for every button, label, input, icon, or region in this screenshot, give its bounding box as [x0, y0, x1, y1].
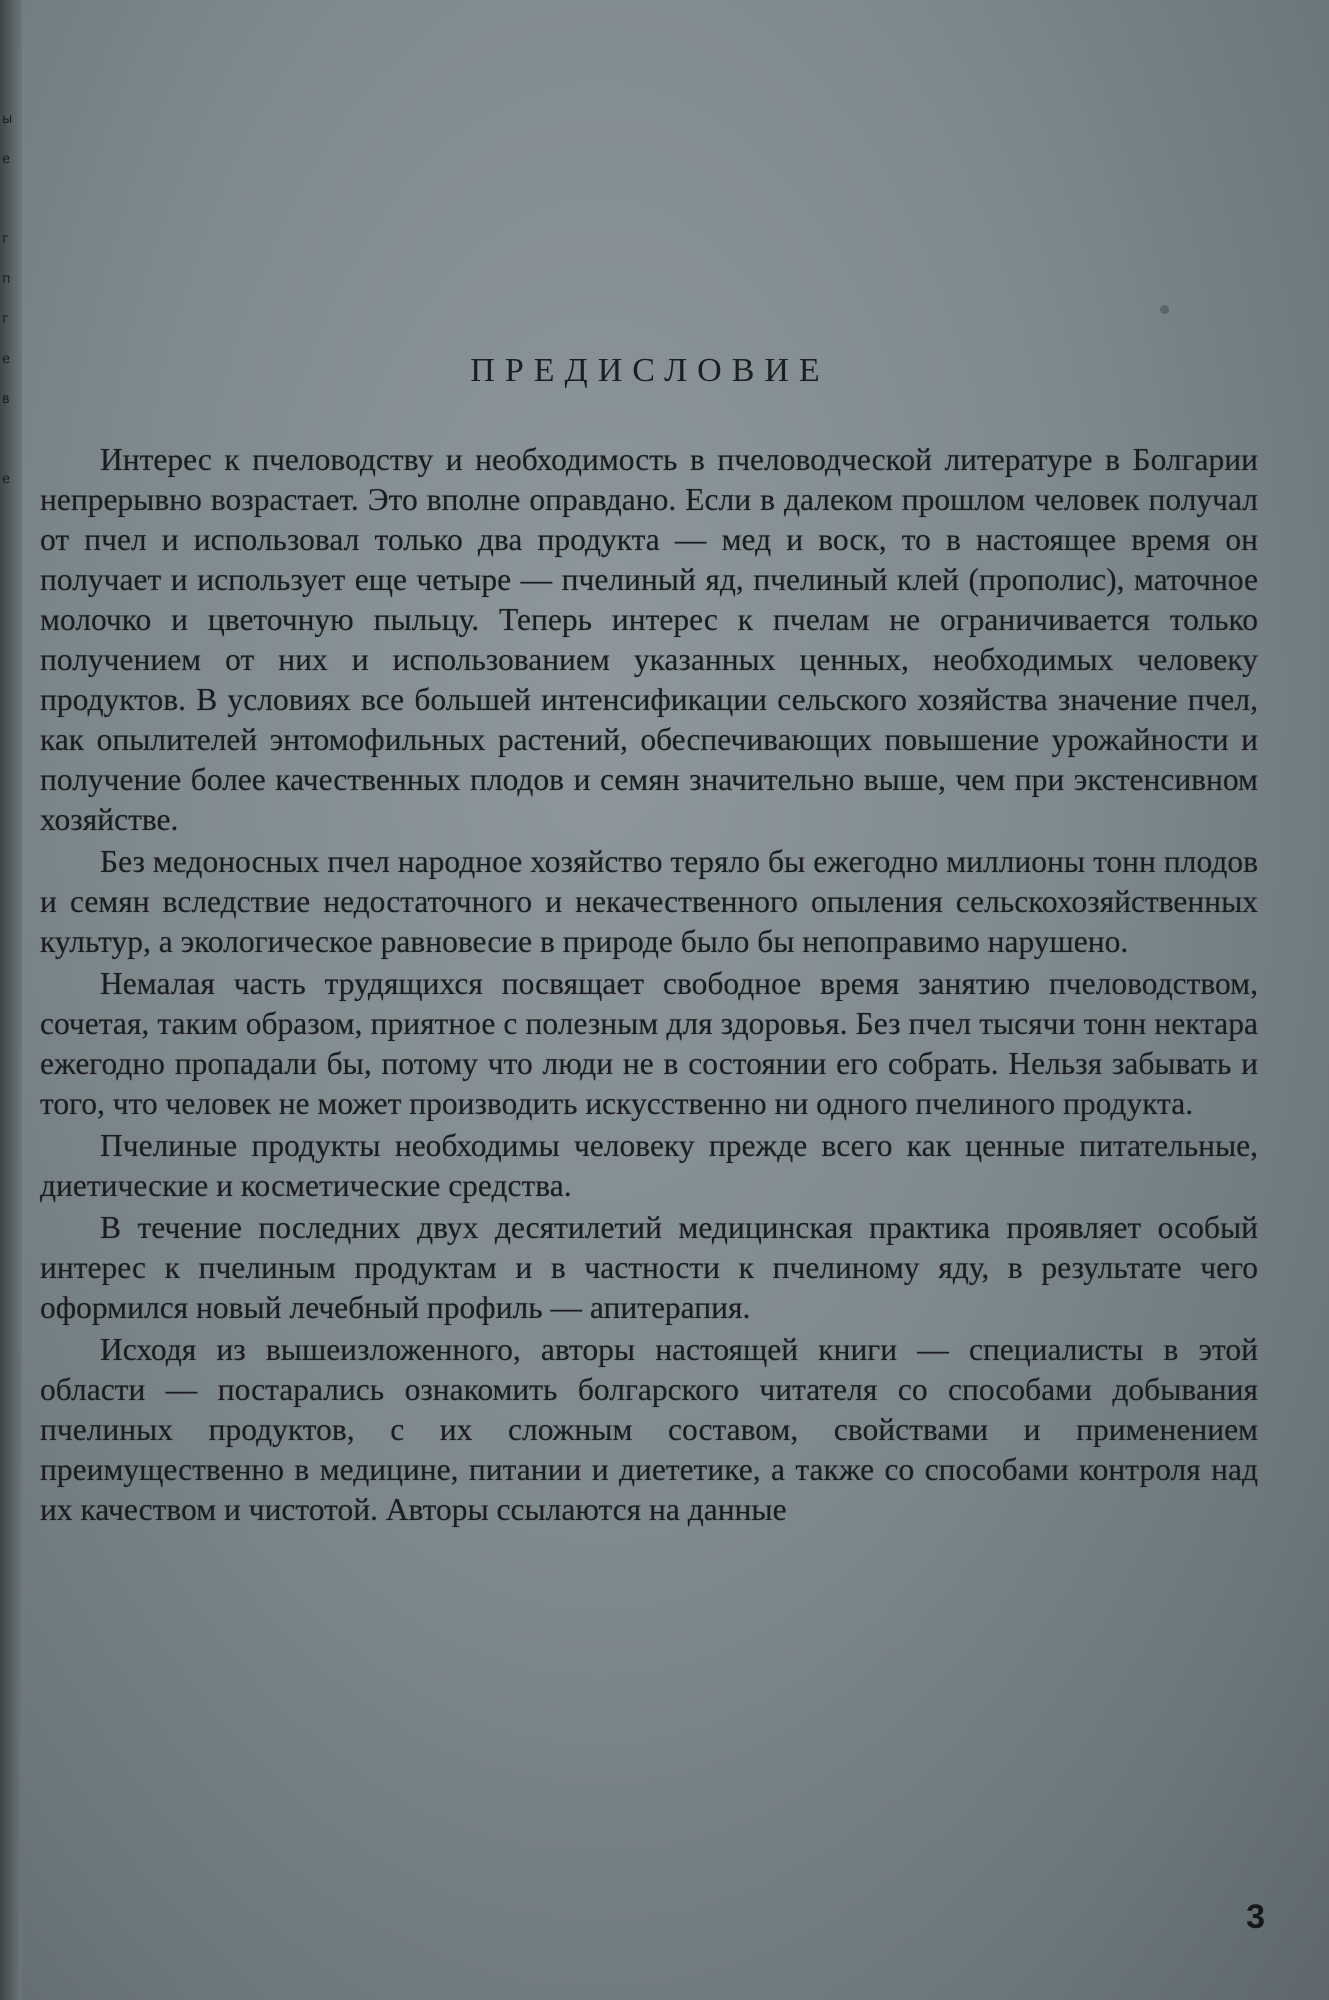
page-title: ПРЕДИСЛОВИЕ [470, 352, 830, 389]
paragraph-4: Пчелиные продукты необходимы человеку прежде всего как ценные питательные, диетические и косметические средства. [40, 1128, 1258, 1203]
previous-page-fragments: ы е г п г е в е [2, 112, 13, 487]
page-number: 3 [1246, 1898, 1265, 1936]
paragraph-5: В течение последних двух десятилетий медицинская практика проявляет особый интерес к пчелиным продуктам и в частности к пчелиному яду, в результате чего оформился новый лечебный профиль — апитерапия. [40, 1210, 1258, 1325]
body-text [40, 440, 1258, 1532]
paragraph-1: Интерес к пчеловодству и необходимость в пчеловодческой литературе в Болгарии непрерывно возрастает. Это вполне оправдано. Если в далеком прошлом человек получал от пчел и использовал только два продукта — мед и воск, то в настоящее время он получает и использует еще четыре — пчелиный яд, пчелиный клей (прополис), маточное молочко и цветочную пыльцу. Теперь интерес к пчелам не ограничивается только получением от них и использованием указанных ценных, необходимых человеку продуктов. В условиях все большей интенсификации сельского хозяйства значение пчел, как опылителей энтомофильных растений, обеспечивающих повышение урожайности и получение более качественных плодов и семян значительно выше, чем при экстенсивном хозяйстве. [40, 442, 1258, 837]
book-page [30, 0, 1300, 2000]
paragraph-6: Исходя из вышеизложенного, авторы настоящей книги — специалисты в этой области — постарались ознакомить болгарского читателя со способами добывания пчелиных продуктов, с их сложным составом, свойствами и применением преимущественно в медицине, питании и диететике, а также со способами контроля над их качеством и чистотой. Авторы ссылаются на данные [40, 1332, 1258, 1527]
paragraph-3: Немалая часть трудящихся посвящает свободное время занятию пчеловодством, сочетая, таким образом, приятное с полезным для здоровья. Без пчел тысячи тонн нектара ежегодно пропадали бы, потому что люди не в состоянии его собрать. Нельзя забывать и того, что человек не может производить искусственно ни одного пчелиного продукта. [40, 966, 1258, 1121]
paragraph-2: Без медоносных пчел народное хозяйство теряло бы ежегодно миллионы тонн плодов и семян вследствие недостаточного и некачественного опыления сельскохозяйственных культур, а экологическое равновесие в природе было бы непоправимо нарушено. [40, 844, 1258, 959]
previous-page-edge [0, 0, 22, 2000]
